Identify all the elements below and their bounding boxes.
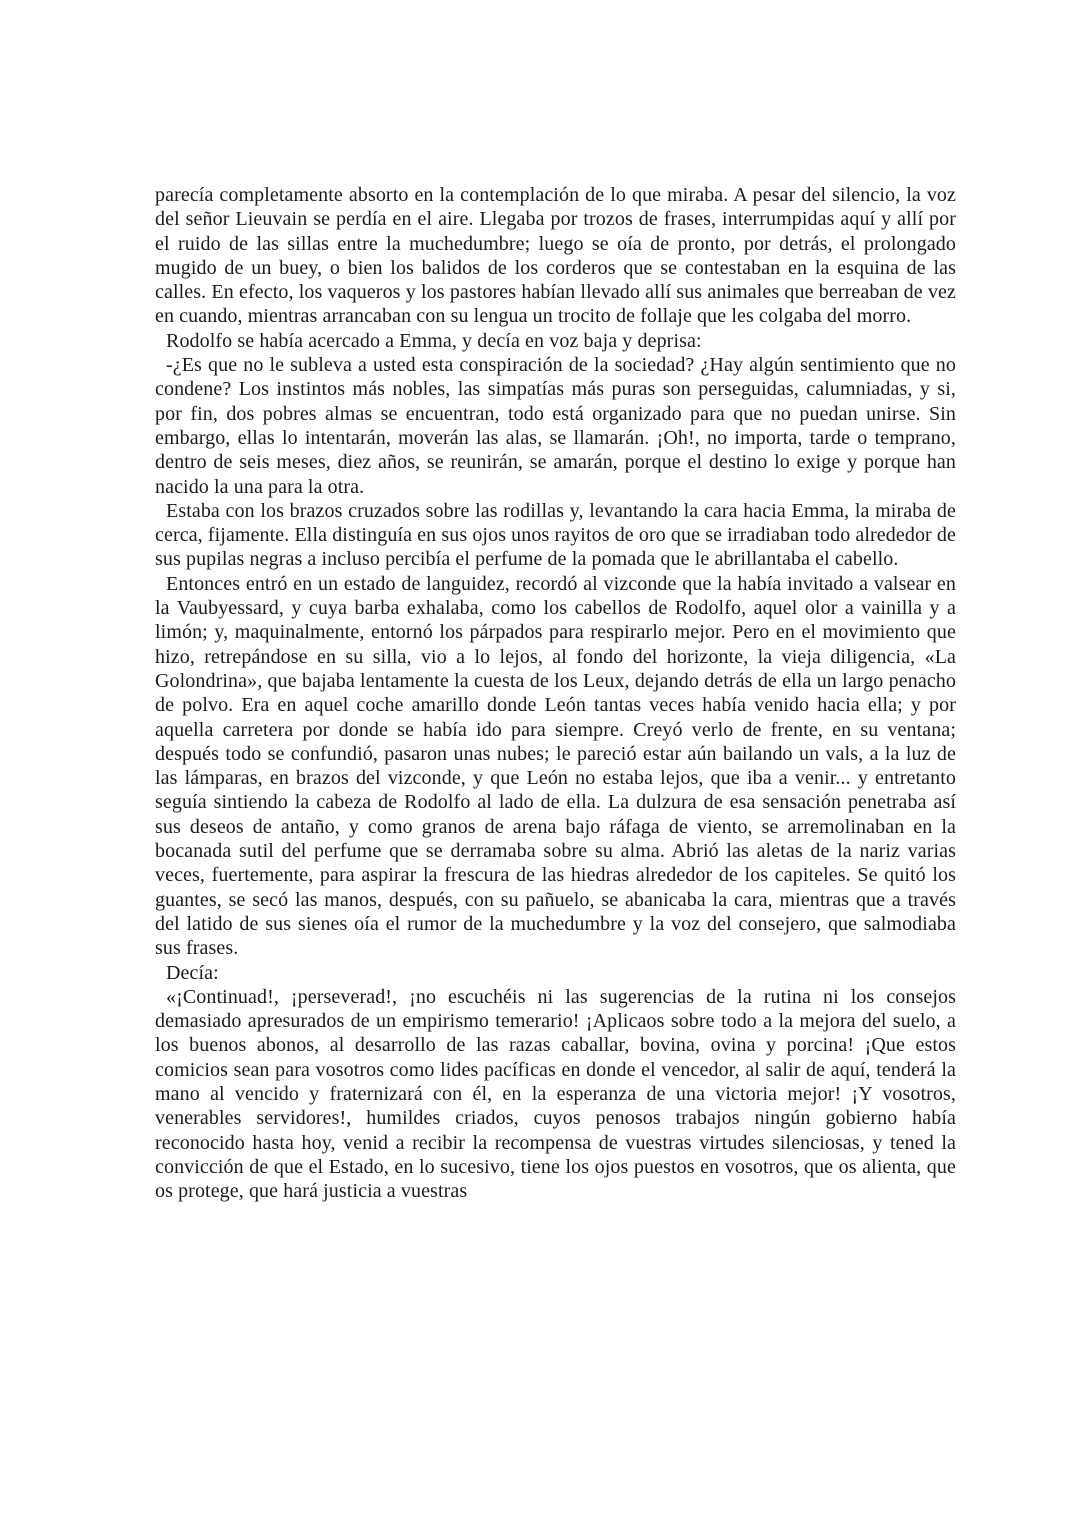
paragraph-speech-continuad: «¡Continuad!, ¡perseverad!, ¡no escuchéis ni las sugerencias de la rutina ni los consejos demasiado apresurados de un empirismo temerario! ¡Aplicaos sobre todo a la mejora del suelo, a los buenos abonos, al desarrollo de las razas caballar, bovina, ovina y porcina! ¡Que estos comicios sean para vosotros como lides pacíficas en donde el vencedor, al salir de aquí, tenderá la mano al vencido y fraternizará con él, en la esperanza de una victoria mejor! ¡Y vosotros, venerables servidores!, humildes criados, cuyos penosos trabajos ningún gobierno había reconocido hasta hoy, venid a recibir la recompensa de vuestras virtudes silenciosas, y tened la convicción de que el Estado, en lo sucesivo, tiene los ojos puestos en vosotros, que os alienta, que os protege, que hará justicia a vuestras — [155, 985, 956, 1203]
paragraph-dialogue-rodolfo: -¿Es que no le subleva a usted esta conspiración de la sociedad? ¿Hay algún sentimiento que no condene? Los instintos más nobles, las simpatías más puras son perseguidas, calumniadas, y si, por fin, dos pobres almas se encuentran, todo está organizado para que no puedan unirse. Sin embargo, ellas lo intentarán, moverán las alas, se llamarán. ¡Oh!, no importa, tarde o temprano, dentro de seis meses, diez años, se reunirán, se amarán, porque el destino lo exige y porque han nacido la una para la otra. — [155, 354, 956, 498]
paragraph-narration-languidez: Entonces entró en un estado de languidez, recordó al vizconde que la había invitado a valsear en la Vaubyessard, y cuya barba exhalaba, como los cabellos de Rodolfo, aquel olor a vainilla y a limón; y, maquinalmente, entornó los párpados para respirarlo mejor. Pero en el movimiento que hizo, retrepándose en su silla, vio a lo lejos, al fondo del horizonte, la vieja diligencia, «La Golondrina», que bajaba lentamente la cuesta de los Leux, dejando detrás de ella un largo penacho de polvo. Era en aquel coche amarillo donde León tantas veces había venido hacia ella; y por aquella carretera por donde se había ido para siempre. Creyó verlo de frente, en su ventana; después todo se confundió, pasaron unas nubes; le pareció estar aún bailando un vals, a la luz de las lámparas, en brazos del vizconde, y que León no estaba lejos, que iba a venir... y entretanto seguía sintiendo la cabeza de Rodolfo al lado de ella. La dulzura de esa sensación penetraba así sus deseos de antaño, y como granos de arena bajo ráfaga de viento, se arremolinaban en la bocanada sutil del perfume que se derramaba sobre su alma. Abrió las aletas de la nariz varias veces, fuertemente, para aspirar la frescura de las hiedras alrededor de los capiteles. Se quitó los guantes, se secó las manos, después, con su pañuelo, se abanicaba la cara, mientras que a través del latido de sus sienes oía el rumor de la muchedumbre y la voz del consejero, que salmodiaba sus frases. — [155, 572, 956, 960]
paragraph-decia: Decía: — [166, 961, 219, 984]
paragraph-narration-rodolfo: Rodolfo se había acercado a Emma, y decía en voz baja y deprisa: — [166, 329, 702, 352]
text-block — [155, 183, 956, 1203]
paragraph-narration-gaze: Estaba con los brazos cruzados sobre las rodillas y, levantando la cara hacia Emma, la miraba de cerca, fijamente. Ella distinguía en sus ojos unos rayitos de oro que se irradiaban todo alrededor de sus pupilas negras a incluso percibía el perfume de la pomada que le abrillantaba el cabello. — [155, 499, 956, 571]
paragraph-continuation: parecía completamente absorto en la contemplación de lo que miraba. A pesar del silencio, la voz del señor Lieuvain se perdía en el aire. Llegaba por trozos de frases, interrumpidas aquí y allí por el ruido de las sillas entre la muchedumbre; luego se oía de pronto, por detrás, el prolongado mugido de un buey, o bien los balidos de los corderos que se contestaban en la esquina de las calles. En efecto, los vaqueros y los pastores habían llevado allí sus animales que berreaban de vez en cuando, mientras arrancaban con su lengua un trocito de follaje que les colgaba del morro. — [155, 184, 956, 328]
